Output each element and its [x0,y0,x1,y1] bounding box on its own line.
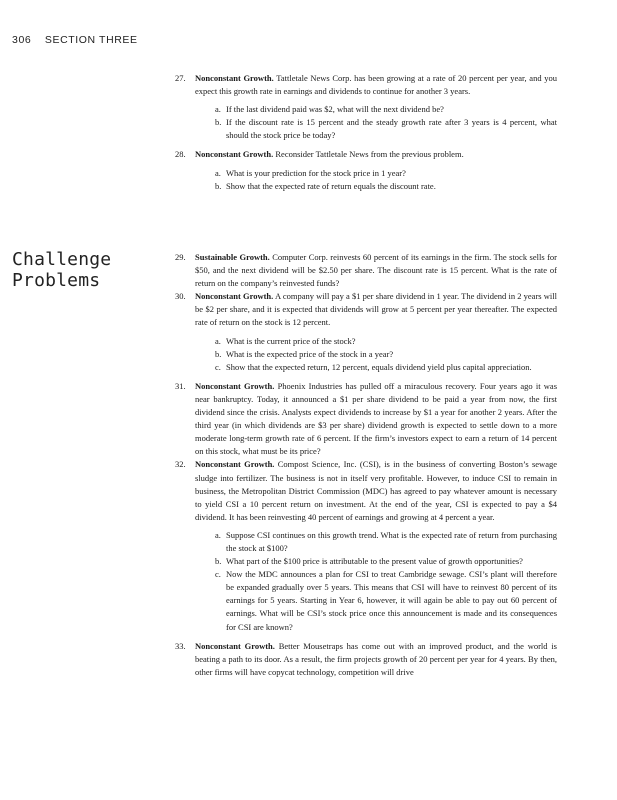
subquestion-list [195,335,557,374]
subquestion-text: What is the current price of the stock? [226,335,356,346]
problem-title: Nonconstant Growth. [195,149,274,160]
heading-line-2: Problems [12,270,101,291]
problem-number: 33. [175,640,186,651]
subquestion-text: Show that the expected return, 12 percent, equals dividend yield plus capital appreciation. [226,361,532,372]
subquestion [195,348,557,361]
problem-text: Better Mousetraps has come out with an improved product, and the world is beating a path to its door. As a result, the firm projects growth of 20 percent per year for 4 years. By then, other firms will have copycat technology, competition will drive [195,640,557,677]
problem-item [175,251,557,290]
problem-title: Sustainable Growth. [195,252,270,262]
problem-number: 27. [175,73,186,83]
problem-item [175,290,557,374]
problem-text: A company will pay a $1 per share dividend in 1 year. The dividend in 2 years will be $2 per share, and it is expected that dividends will grow at 5 percent per year thereafter. The expected rate of return on the stock is 12 percent. [195,291,557,328]
problem-title: Nonconstant Growth. [195,459,275,470]
page-number: 306 [12,34,32,46]
heading-line-1: Challenge [12,249,112,270]
subquestion-text: If the last dividend paid was $2, what will the next dividend be? [226,104,444,115]
subquestion-list [195,167,557,193]
subquestion-letter: a. [215,335,221,346]
subquestion [195,180,557,193]
problem-number: 32. [175,459,186,470]
problem-title: Nonconstant Growth. [195,640,275,651]
problem-number: 31. [175,380,186,391]
subquestion [195,116,557,142]
subquestion-letter: b. [215,180,222,191]
problem-item [175,72,557,142]
problem-text: Tattletale News Corp. has been growing at a rate of 20 percent per year, and you expect this growth rate in earnings and dividends to continue for another 3 years. [195,73,557,97]
problem-item [175,458,557,633]
subquestion-text: Suppose CSI continues on this growth trend. What is the expected rate of return from purchasing the stock at $100? [226,529,557,553]
subquestion [195,167,557,180]
problem-number: 29. [175,252,186,262]
problem-text: Reconsider Tattletale News from the previous problem. [275,149,464,160]
subquestion [195,568,557,633]
problem-item [175,148,557,192]
problem-text: Phoenix Industries has pulled off a miraculous recovery. Four years ago it was near bankruptcy. Today, it announced a $1 per share dividend to be paid a year from now, the first dividend since the crisis. Analysts expect dividends to increase by $1 a year for another 2 years. After the third year (in which dividends are $3 per share) dividend growth is expected to settle down to a more moderate long-term growth rate of 6 percent. If the firm’s investors expect to earn a return of 14 percent on this stock, what must be its price? [195,380,557,457]
problem-title: Nonconstant Growth. [195,380,275,391]
subquestion [195,103,557,116]
challenge-problems-heading [12,249,111,291]
subquestion-list [195,529,557,634]
problem-number: 30. [175,291,186,302]
subquestion [195,335,557,348]
problem-item [175,640,557,679]
subquestion-letter: c. [215,361,221,372]
problem-text: Computer Corp. reinvests 60 percent of its earnings in the firm. The stock sells for $50, and the next dividend will be $2.50 per share. The discount rate is 15 percent. What is the rate of return on the company’s reinvested funds? [195,252,557,289]
subquestion [195,529,557,555]
subquestion-letter: a. [215,104,221,115]
subquestion-letter: b. [215,117,222,128]
subquestion-text: Now the MDC announces a plan for CSI to treat Cambridge sewage. CSI’s plant will therefore be expanded gradually over 5 years. This means that CSI will have to reinvest 80 percent of its earnings for 5 years. Starting in Year 6, however, it will again be able to pay out 60 percent of earnings. What will be CSI’s stock price once this announcement is made and its consequences for CSI are known? [226,569,557,632]
problem-number: 28. [175,149,186,160]
subquestion-letter: b. [215,556,222,567]
page-header [12,34,138,46]
problems-block-1 [175,72,557,199]
subquestion [195,555,557,568]
subquestion-list [195,103,557,142]
subquestion-letter: b. [215,348,222,359]
subquestion-letter: a. [215,529,221,540]
subquestion-text: What is your prediction for the stock price in 1 year? [226,167,406,178]
subquestion-letter: c. [215,569,221,580]
subquestion-text: What part of the $100 price is attributable to the present value of growth opportunities? [226,556,523,567]
problems-block-2 [175,251,557,679]
subquestion-letter: a. [215,167,221,178]
subquestion [195,361,557,374]
subquestion-text: What is the expected price of the stock in a year? [226,348,394,359]
problem-text: Compost Science, Inc. (CSI), is in the business of converting Boston’s sewage sludge into fertilizer. The business is not in itself very profitable. However, to induce CSI to remain in business, the Metropolitan District Commission (MDC) has agreed to pay whatever amount is necessary to yield CSI a 10 percent return on investment. At the end of the year, CSI is expected to pay a $4 dividend. It has been reinvesting 40 percent of earnings and growing at 4 percent a year. [195,459,557,522]
subquestion-text: Show that the expected rate of return equals the discount rate. [226,180,436,191]
section-label: SECTION THREE [44,34,138,46]
problem-title: Nonconstant Growth. [195,73,274,83]
problem-item [175,380,557,459]
subquestion-text: If the discount rate is 15 percent and the steady growth rate after 3 years is 4 percent, what should the stock price be today? [226,117,557,141]
problem-title: Nonconstant Growth. [195,291,274,302]
